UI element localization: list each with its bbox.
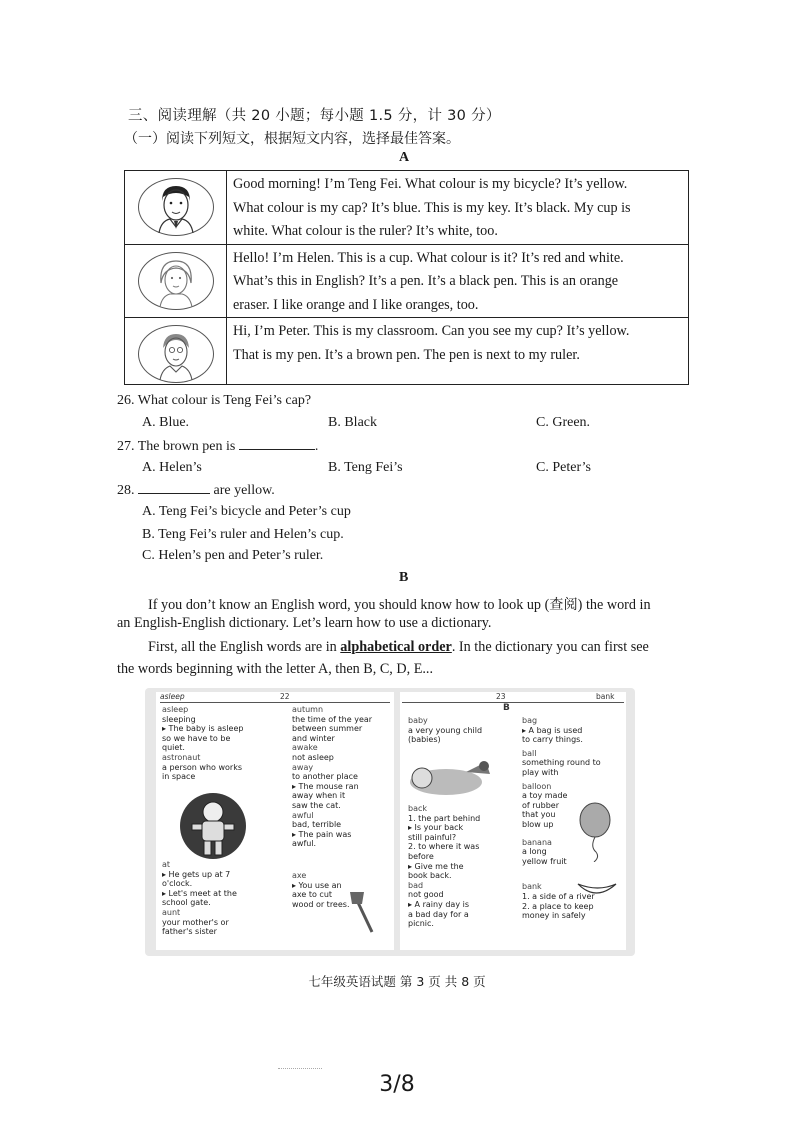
dict-entry: ball bbox=[522, 748, 537, 758]
dict-entry: 2. to where it was bbox=[408, 842, 480, 852]
left-guide-word: asleep bbox=[160, 692, 185, 701]
q26-option-b[interactable]: B. Black bbox=[328, 415, 377, 430]
dict-entry: ▸ The pain was bbox=[292, 829, 352, 839]
balloon-illustration bbox=[576, 802, 614, 862]
dict-entry: blow up bbox=[522, 819, 554, 829]
right-guide-word: bank bbox=[596, 692, 615, 701]
q27-answer-blank[interactable] bbox=[239, 437, 315, 450]
dict-col-2 bbox=[292, 705, 372, 909]
right-page-number: 23 bbox=[496, 692, 506, 701]
helen-portrait-icon bbox=[138, 252, 214, 310]
passage-b-p1-line1: If you don’t know an English word, you should know how to look up (查阅) the word in bbox=[148, 597, 651, 613]
dict-entry: astronaut bbox=[162, 752, 201, 762]
page-footer: 七年级英语试题 第 3 页 共 8 页 bbox=[308, 974, 486, 989]
q26-option-a[interactable]: A. Blue. bbox=[142, 415, 190, 430]
text-line: white. What colour is the ruler? It’s white, too. bbox=[233, 223, 498, 239]
p2-text: First, all the English words are in bbox=[148, 639, 337, 655]
dict-entry: at bbox=[162, 860, 171, 869]
dict-entry: school gate. bbox=[162, 898, 211, 908]
dict-entry: something round to bbox=[522, 758, 601, 768]
dict-entry: a person who works bbox=[162, 762, 242, 772]
q26-option-c[interactable]: C. Green. bbox=[536, 415, 591, 430]
passage-b-label: B bbox=[399, 570, 409, 585]
dict-entry: away when it bbox=[292, 791, 346, 801]
passage-b-p2-line2: the words beginning with the letter A, then B, C, D, E... bbox=[117, 661, 434, 677]
dict-entry: wood or trees. bbox=[292, 899, 350, 909]
peter-text bbox=[227, 318, 689, 385]
dict-entry: bad, terrible bbox=[292, 820, 342, 830]
dict-entry: a toy made bbox=[522, 791, 568, 801]
left-page-number: 22 bbox=[280, 692, 290, 701]
dict-spacer bbox=[292, 849, 372, 871]
dict-entry: banana bbox=[522, 837, 552, 847]
dict-entry: asleep bbox=[162, 705, 189, 714]
dict-col-3b bbox=[408, 804, 480, 929]
letter-b-heading: B bbox=[503, 703, 510, 713]
passage-b-p1-line2: an English-English dictionary. Let’s learn how to use a dictionary. bbox=[117, 615, 492, 631]
q27-option-c[interactable]: C. Peter’s bbox=[536, 460, 591, 475]
dict-entry: balloon bbox=[522, 781, 552, 791]
baby-illustration bbox=[406, 752, 498, 802]
dict-entry: autumn bbox=[292, 705, 324, 714]
dict-entry: 2. a place to keep bbox=[522, 901, 594, 911]
q27-option-b[interactable]: B. Teng Fei’s bbox=[328, 460, 403, 475]
dict-entry: your mother's or bbox=[162, 917, 229, 927]
dictionary-right-page bbox=[400, 692, 626, 950]
alphabetical-order-term: alphabetical order bbox=[340, 639, 452, 655]
q28-answer-blank[interactable] bbox=[138, 481, 210, 494]
q28-option-b[interactable]: B. Teng Fei’s ruler and Helen’s cup. bbox=[142, 527, 344, 542]
dict-entry: a very young child bbox=[408, 725, 483, 735]
dict-entry: sleeping bbox=[162, 714, 196, 724]
text-line: That is my pen. It’s a brown pen. The pen is next to my ruler. bbox=[233, 346, 580, 363]
portrait-cell bbox=[125, 171, 227, 245]
dict-entry: bag bbox=[522, 716, 538, 725]
dict-entry: away bbox=[292, 762, 314, 772]
question-26-stem: 26. What colour is Teng Fei’s cap? bbox=[117, 393, 312, 408]
dict-entry: not good bbox=[408, 890, 444, 900]
text-line: Hello! I’m Helen. This is a cup. What colour is it? It’s red and white. bbox=[233, 249, 624, 266]
question-28-stem bbox=[117, 481, 275, 499]
table-row bbox=[125, 318, 689, 385]
dict-entry: that you bbox=[522, 810, 556, 820]
dict-entry: ▸ You use an bbox=[292, 880, 342, 890]
dict-entry: ▸ Give me the bbox=[408, 861, 464, 871]
dictionary-image bbox=[145, 688, 635, 956]
dict-entry: ▸ The mouse ran bbox=[292, 781, 359, 791]
dict-entry: of rubber bbox=[522, 800, 559, 810]
left-page-rule bbox=[160, 702, 390, 703]
q28-number: 28. bbox=[117, 483, 135, 498]
portrait-cell bbox=[125, 244, 227, 318]
dict-col-1 bbox=[162, 705, 243, 782]
dict-entry: awful. bbox=[292, 839, 317, 849]
dict-entry: bad bbox=[408, 880, 424, 890]
dict-entry: o'clock. bbox=[162, 879, 193, 889]
page-number: 3/8 bbox=[379, 1072, 415, 1097]
dict-entry: ▸ He gets up at 7 bbox=[162, 869, 231, 879]
dict-entry: before bbox=[408, 851, 434, 861]
dict-entry: (babies) bbox=[408, 735, 441, 745]
q28-option-c[interactable]: C. Helen’s pen and Peter’s ruler. bbox=[142, 548, 324, 563]
dict-entry: to carry things. bbox=[522, 735, 583, 745]
passage-b-p2-line1 bbox=[148, 636, 649, 659]
text-line: Good morning! I’m Teng Fei. What colour is my bicycle? It’s yellow. bbox=[233, 176, 628, 192]
dict-entry: axe to cut bbox=[292, 890, 333, 900]
question-27-stem bbox=[117, 437, 318, 455]
teng-fei-text bbox=[227, 171, 689, 245]
q28-stem-text: are yellow. bbox=[213, 483, 275, 498]
q27-stem-end: . bbox=[314, 439, 319, 454]
right-page-rule bbox=[402, 702, 624, 703]
table-row bbox=[125, 244, 689, 318]
portrait-cell bbox=[125, 318, 227, 385]
dict-entry: back bbox=[408, 804, 428, 813]
dict-entry: ▸ Let's meet at the bbox=[162, 888, 237, 898]
dict-entry: so we have to be bbox=[162, 733, 231, 743]
dict-entry: awake bbox=[292, 743, 318, 753]
dict-entry: ▸ A bag is used bbox=[522, 725, 583, 735]
axe-illustration bbox=[346, 890, 380, 934]
dict-entry: saw the cat. bbox=[292, 800, 341, 810]
dict-entry: money in safely bbox=[522, 911, 586, 921]
q27-stem-text: 27. The brown pen is bbox=[117, 439, 236, 454]
section-instruction: （一）阅读下列短文，根据短文内容，选择最佳答案。 bbox=[124, 131, 460, 147]
p2-text-end: . In the dictionary you can first see bbox=[451, 639, 649, 655]
table-row bbox=[125, 171, 689, 245]
dict-entry: play with bbox=[522, 767, 559, 777]
text-line: What’s this in English? It’s a pen. It’s a black pen. This is an orange bbox=[233, 273, 619, 289]
dict-entry: yellow fruit bbox=[522, 856, 567, 866]
footer-divider bbox=[278, 1068, 322, 1069]
dict-entry: picnic. bbox=[408, 919, 434, 929]
dictionary-left-page bbox=[156, 692, 394, 950]
dict-entry: in space bbox=[162, 772, 196, 782]
dict-entry: the time of the year bbox=[292, 714, 373, 724]
peter-portrait-icon bbox=[138, 325, 214, 383]
dict-entry: axe bbox=[292, 870, 307, 880]
dict-entry: a bad day for a bbox=[408, 909, 469, 919]
dict-entry: 1. the part behind bbox=[408, 813, 481, 823]
dict-entry: to another place bbox=[292, 772, 358, 782]
section-title: 三、阅读理解（共 20 小题；每小题 1.5 分，计 30 分） bbox=[128, 108, 501, 124]
passage-a-table bbox=[124, 170, 689, 385]
dict-entry: ▸ The baby is asleep bbox=[162, 724, 244, 734]
dict-entry: father's sister bbox=[162, 927, 217, 937]
dict-entry: ▸ A rainy day is bbox=[408, 899, 469, 909]
dict-entry: awful bbox=[292, 810, 314, 820]
passage-a-label: A bbox=[399, 150, 410, 165]
dict-entry: a long bbox=[522, 847, 547, 857]
astronaut-illustration bbox=[178, 790, 248, 862]
dict-col-3 bbox=[408, 716, 482, 745]
helen-text bbox=[227, 244, 689, 318]
dict-entry: between summer bbox=[292, 724, 363, 734]
q28-option-a[interactable]: A. Teng Fei’s bicycle and Peter’s cup bbox=[142, 504, 351, 519]
dict-col-1b bbox=[162, 860, 237, 937]
teng-fei-portrait-icon bbox=[138, 178, 214, 236]
dict-entry: still painful? bbox=[408, 832, 457, 842]
text-line: eraser. I like orange and I like oranges, too. bbox=[233, 296, 479, 313]
dict-entry: 1. a side of a river bbox=[522, 891, 595, 901]
dict-entry: book back. bbox=[408, 871, 452, 881]
dict-entry: not asleep bbox=[292, 752, 334, 762]
dict-entry: aunt bbox=[162, 907, 181, 917]
q27-option-a[interactable]: A. Helen’s bbox=[142, 460, 202, 475]
banana-illustration bbox=[576, 878, 618, 900]
dict-entry: ▸ Is your back bbox=[408, 823, 464, 833]
dict-entry: baby bbox=[408, 716, 428, 725]
dict-entry: quiet. bbox=[162, 743, 185, 753]
dict-entry: and winter bbox=[292, 733, 335, 743]
text-line: Hi, I’m Peter. This is my classroom. Can you see my cup? It’s yellow. bbox=[233, 323, 630, 339]
text-line: What colour is my cap? It’s blue. This is my key. It’s black. My cup is bbox=[233, 199, 631, 216]
dict-entry: bank bbox=[522, 882, 542, 892]
